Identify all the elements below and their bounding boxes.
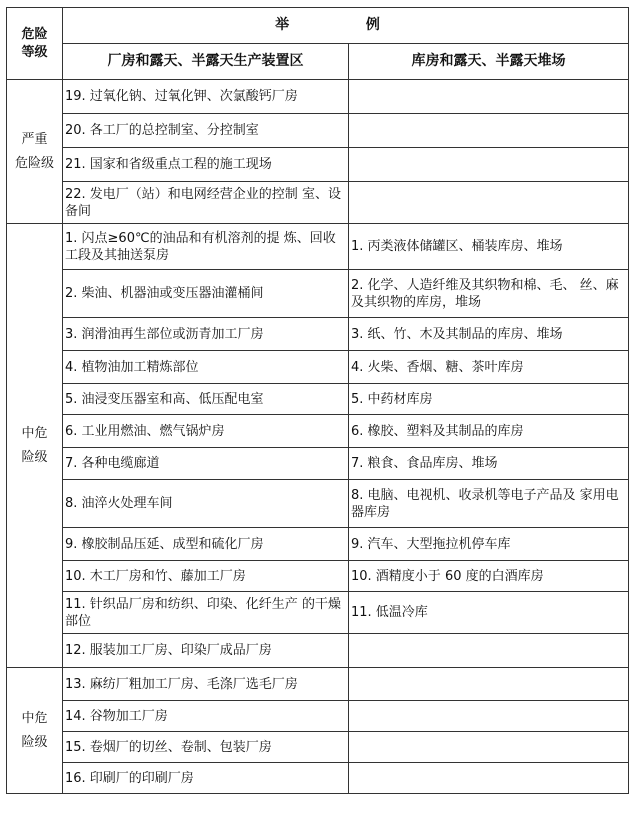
production-cell: 2. 柴油、机器油或变压器油灌桶间: [63, 270, 349, 318]
production-cell: 5. 油浸变压器室和高、低压配电室: [63, 384, 349, 415]
production-cell: 4. 植物油加工精炼部位: [63, 351, 349, 384]
storage-cell: [349, 634, 629, 668]
examples-header-label: 举 例: [275, 17, 416, 33]
production-cell: 10. 木工厂房和竹、藤加工厂房: [63, 561, 349, 592]
production-cell: 9. 橡胶制品压延、成型和硫化厂房: [63, 528, 349, 561]
production-cell: 15. 卷烟厂的切丝、卷制、包装厂房: [63, 732, 349, 763]
hazard-level-table: [6, 7, 629, 794]
production-cell: 7. 各种电缆廊道: [63, 448, 349, 480]
storage-cell: [349, 148, 629, 182]
hazard-level-line2: 危险级: [14, 155, 54, 171]
storage-cell: 10. 酒精度小于 60 度的白酒库房: [349, 561, 629, 592]
hazard-level-cell: [7, 668, 63, 794]
storage-cell: [349, 80, 629, 114]
hazard-level-line1: 中危: [21, 710, 48, 726]
storage-cell: [349, 701, 629, 732]
storage-cell: 1. 丙类液体储罐区、桶装库房、堆场: [349, 224, 629, 270]
storage-cell: [349, 668, 629, 701]
hazard-level-cell: [7, 224, 63, 668]
production-cell: 21. 国家和省级重点工程的施工现场: [63, 148, 349, 182]
storage-cell: 7. 粮食、食品库房、堆场: [349, 448, 629, 480]
production-cell: 22. 发电厂（站）和电网经营企业的控制 室、设备间: [63, 182, 349, 224]
production-cell: 20. 各工厂的总控制室、分控制室: [63, 114, 349, 148]
examples-header: [63, 8, 629, 44]
production-cell: 3. 润滑油再生部位或沥青加工厂房: [63, 318, 349, 351]
production-cell: 6. 工业用燃油、燃气锅炉房: [63, 415, 349, 448]
storage-cell: [349, 763, 629, 794]
storage-cell: 11. 低温冷库: [349, 592, 629, 634]
hazard-level-cell: [7, 80, 63, 224]
storage-cell: 6. 橡胶、塑料及其制品的库房: [349, 415, 629, 448]
hazard-level-header-line2: 等级: [21, 44, 48, 60]
production-cell: 11. 针织品厂房和纺织、印染、化纤生产 的干燥部位: [63, 592, 349, 634]
hazard-level-line2: 险级: [21, 449, 48, 465]
storage-cell: 3. 纸、竹、木及其制品的库房、堆场: [349, 318, 629, 351]
storage-cell: [349, 114, 629, 148]
storage-cell: [349, 182, 629, 224]
production-cell: 1. 闪点≥60℃的油品和有机溶剂的提 炼、回收工段及其抽送泵房: [63, 224, 349, 270]
hazard-level-header: [7, 8, 63, 80]
production-area-header: 厂房和露天、半露天生产装置区: [63, 44, 349, 80]
production-cell: 12. 服装加工厂房、印染厂成品厂房: [63, 634, 349, 668]
production-cell: 19. 过氧化钠、过氧化钾、次氯酸钙厂房: [63, 80, 349, 114]
storage-cell: 2. 化学、人造纤维及其织物和棉、毛、 丝、麻及其织物的库房，堆场: [349, 270, 629, 318]
hazard-level-line1: 中危: [21, 425, 48, 441]
storage-cell: 5. 中药材库房: [349, 384, 629, 415]
production-cell: 14. 谷物加工厂房: [63, 701, 349, 732]
hazard-level-line2: 险级: [21, 734, 48, 750]
storage-area-header: 库房和露天、半露天堆场: [349, 44, 629, 80]
storage-cell: 9. 汽车、大型拖拉机停车库: [349, 528, 629, 561]
storage-cell: 8. 电脑、电视机、收录机等电子产品及 家用电器库房: [349, 480, 629, 528]
storage-cell: [349, 732, 629, 763]
production-cell: 8. 油淬火处理车间: [63, 480, 349, 528]
production-cell: 13. 麻纺厂粗加工厂房、毛涤厂选毛厂房: [63, 668, 349, 701]
hazard-level-line1: 严重: [21, 131, 48, 147]
production-cell: 16. 印刷厂的印刷厂房: [63, 763, 349, 794]
hazard-level-header-line1: 危险: [21, 26, 48, 42]
storage-cell: 4. 火柴、香烟、糖、茶叶库房: [349, 351, 629, 384]
